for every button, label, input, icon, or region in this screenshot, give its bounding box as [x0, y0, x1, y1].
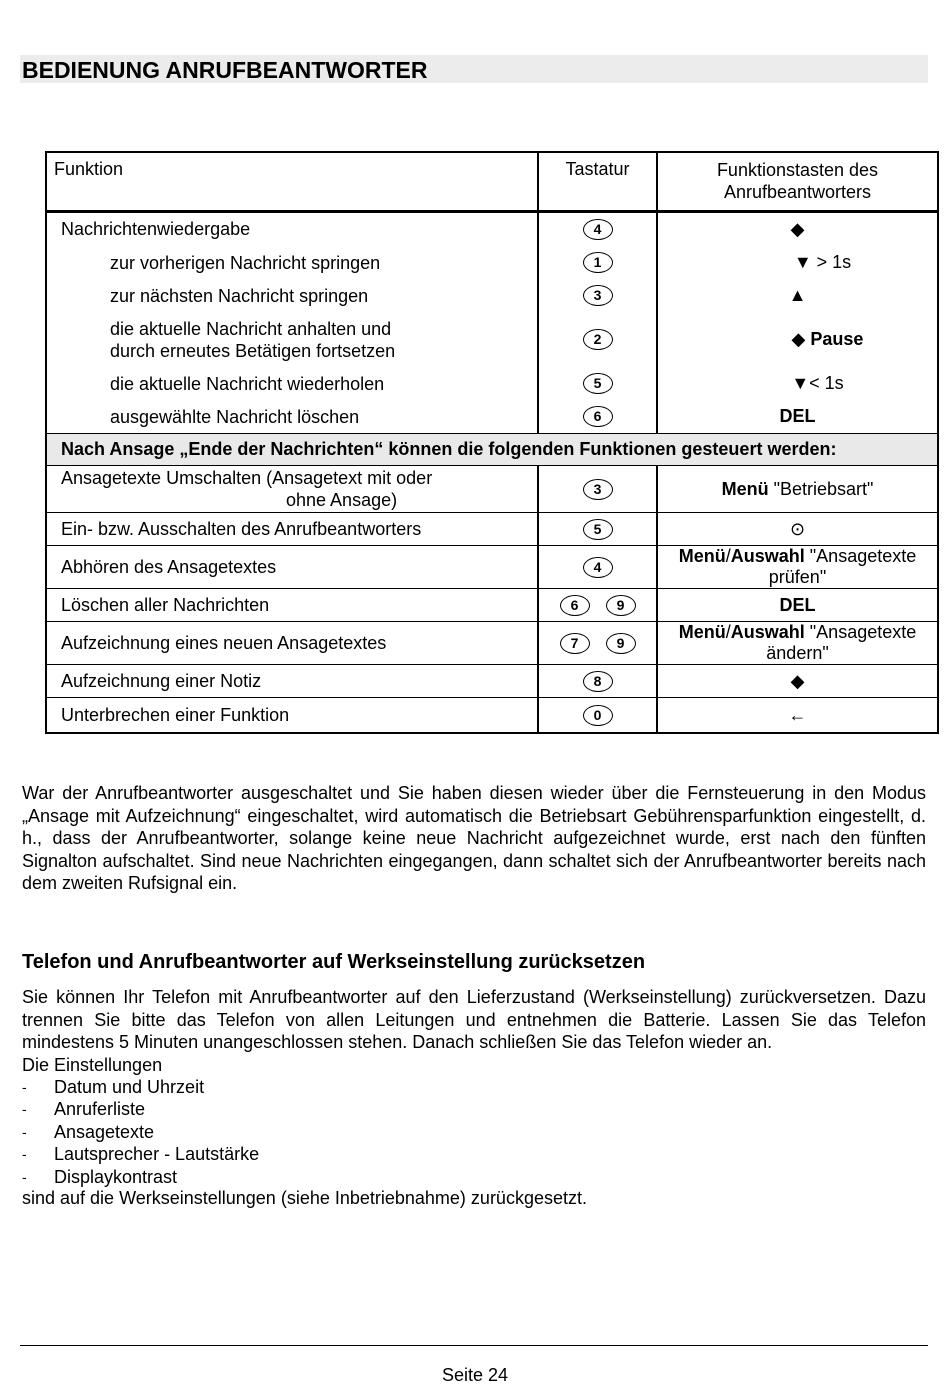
- list-item-text: Displaykontrast: [54, 1166, 178, 1187]
- list-item: [22, 1098, 259, 1120]
- fn-text: "Betriebsart": [768, 478, 874, 499]
- fn-bold: Menü: [721, 478, 769, 499]
- row-label: die aktuelle Nachricht wiederholen: [46, 367, 538, 400]
- paragraph-mode-info: War der Anrufbeantworter ausgeschaltet und Sie haben diesen wieder über die Fernsteuerung in den Modus „Ansage mit Aufzeichnung“ eingeschaltet, wird automatisch die Betriebsart Gebührensparfunktion eingestellt, d. h., dass der Anrufbeantworter, solange keine neue Nachricht aufgezeichnet wurde, erst nach den fünften Signalton aufschaltet. Sind neue Nachrichten eingegangen, dann schaltet sich der Anrufbeantworter bereits nach dem zweiten Rufsignal ein.: [22, 783, 926, 893]
- dash-icon: -: [22, 1079, 27, 1095]
- table-row: [46, 665, 938, 698]
- table-row: [46, 279, 938, 312]
- function-key-text: ◆ Pause: [657, 312, 938, 367]
- key-icon: 4: [583, 219, 613, 240]
- section-bar-row: [46, 434, 938, 466]
- key-icon: 0: [583, 705, 613, 726]
- key-icon: 5: [583, 519, 613, 540]
- function-key-text: DEL: [657, 589, 938, 622]
- header-funktionstasten: [657, 152, 938, 212]
- function-key-text: ▼ > 1s: [657, 246, 938, 279]
- list-item-text: Lautsprecher - Lautstärke: [54, 1144, 260, 1165]
- function-key-text: DEL: [657, 400, 938, 434]
- row-label-line: durch erneutes Betätigen fortsetzen: [110, 340, 396, 361]
- row-label: zur nächsten Nachricht springen: [46, 279, 538, 312]
- page-title: BEDIENUNG ANRUFBEANTWORTER: [20, 55, 928, 83]
- fn-sep: /: [725, 546, 731, 566]
- header-funktion: Funktion: [46, 152, 538, 212]
- paragraph-reset-body: Sie können Ihr Telefon mit Anrufbeantworter auf den Lieferzustand (Werkseinstellung) zurückversetzen. Dazu trennen Sie bitte das Telefon von allen Leitungen und entnehmen die Batterie. Lassen Sie das Telefon mindestens 5 Minuten unangeschlossen stehen. Danach schließen Sie das Telefon wieder an.: [22, 987, 926, 1052]
- fn-bold: Auswahl: [730, 546, 805, 566]
- fn-text: "Ansagetexte prüfen": [768, 546, 917, 587]
- back-arrow-icon: ←: [657, 698, 938, 734]
- page-number: Seite 24: [441, 1365, 509, 1385]
- footer-divider: [20, 1345, 928, 1346]
- row-label: Ein- bzw. Ausschalten des Anrufbeantworters: [46, 513, 538, 546]
- paragraph-reset: [22, 986, 926, 1076]
- row-label: Abhören des Ansagetextes: [46, 546, 538, 589]
- key-icon: 9: [606, 595, 636, 616]
- list-item: [22, 1076, 259, 1098]
- row-label: Löschen aller Nachrichten: [46, 589, 538, 622]
- table-row: [46, 513, 938, 546]
- table-row: [46, 546, 938, 589]
- key-icon: 5: [583, 373, 613, 394]
- row-label: [46, 466, 538, 513]
- table-row: [46, 589, 938, 622]
- operation-table: [45, 151, 939, 734]
- function-key-text: [657, 622, 938, 665]
- list-item-text: Anruferliste: [54, 1099, 146, 1120]
- fn-sep: /: [725, 622, 731, 642]
- row-label: Unterbrechen einer Funktion: [46, 698, 538, 734]
- table-row: [46, 367, 938, 400]
- diamond-icon: ◆: [657, 665, 938, 698]
- fn-bold: Auswahl: [730, 622, 805, 642]
- header-funktionstasten-text: Funktionstasten des Anrufbeantworters: [716, 160, 879, 202]
- row-label: Aufzeichnung eines neuen Ansagetextes: [46, 622, 538, 665]
- dash-icon: -: [22, 1101, 27, 1118]
- key-icon: 9: [606, 633, 636, 654]
- function-key-text: ◆: [657, 212, 938, 247]
- key-icon: 3: [583, 479, 613, 500]
- header-tastatur: Tastatur: [538, 152, 657, 212]
- row-label-line: Ansagetexte Umschalten (Ansagetext mit oder: [61, 468, 433, 488]
- section-bar: Nach Ansage „Ende der Nachrichten“ können die folgenden Funktionen gesteuert werden:: [46, 434, 938, 466]
- key-icon: 1: [583, 252, 613, 273]
- function-key-text: [657, 466, 938, 513]
- table-row: [46, 698, 938, 734]
- fn-bold: Menü: [678, 622, 726, 642]
- fn-text: "Ansagetexte ändern": [766, 622, 917, 663]
- function-key-text: ▼< 1s: [657, 367, 938, 400]
- list-item: [22, 1143, 259, 1165]
- table-row: [46, 312, 938, 367]
- row-label-line: ohne Ansage): [286, 490, 398, 510]
- table-row: [46, 212, 938, 247]
- row-label: [46, 312, 538, 367]
- paragraph-reset-last: Die Einstellungen: [22, 1054, 163, 1075]
- table-row: [46, 400, 938, 434]
- playback-label: Nachrichtenwiedergabe: [46, 212, 538, 247]
- list-item: [22, 1166, 259, 1188]
- section-title: Telefon und Anrufbeantworter auf Werkseinstellung zurücksetzen: [22, 951, 646, 973]
- row-label: ausgewählte Nachricht löschen: [46, 400, 538, 434]
- row-label-line: die aktuelle Nachricht anhalten und: [110, 318, 392, 339]
- settings-list: [22, 1076, 259, 1188]
- dash-icon: -: [22, 1123, 27, 1140]
- dash-icon: -: [22, 1146, 27, 1163]
- list-item-text: Ansagetexte: [54, 1121, 155, 1142]
- dash-icon: -: [22, 1168, 27, 1185]
- key-icon: 7: [560, 633, 590, 654]
- row-label: Aufzeichnung einer Notiz: [46, 665, 538, 698]
- table-row: [46, 622, 938, 665]
- function-key-text: ▲: [657, 279, 938, 312]
- key-icon: 4: [583, 557, 613, 578]
- table-row: [46, 246, 938, 279]
- key-icon: 2: [583, 329, 613, 350]
- table-header-row: [46, 152, 938, 212]
- list-item: [22, 1121, 259, 1143]
- row-label: zur vorherigen Nachricht springen: [46, 246, 538, 279]
- closing-text: sind auf die Werkseinstellungen (siehe Inbetriebnahme) zurückgesetzt.: [22, 1188, 587, 1208]
- key-icon: 6: [560, 595, 590, 616]
- table-row: [46, 466, 938, 513]
- list-item-text: Datum und Uhrzeit: [54, 1077, 205, 1097]
- key-icon: 6: [583, 406, 613, 427]
- key-icon: 8: [583, 671, 613, 692]
- fn-bold: Menü: [678, 546, 726, 566]
- key-icon: 3: [583, 285, 613, 306]
- power-icon: ⊙: [657, 513, 938, 546]
- function-key-text: [657, 546, 938, 589]
